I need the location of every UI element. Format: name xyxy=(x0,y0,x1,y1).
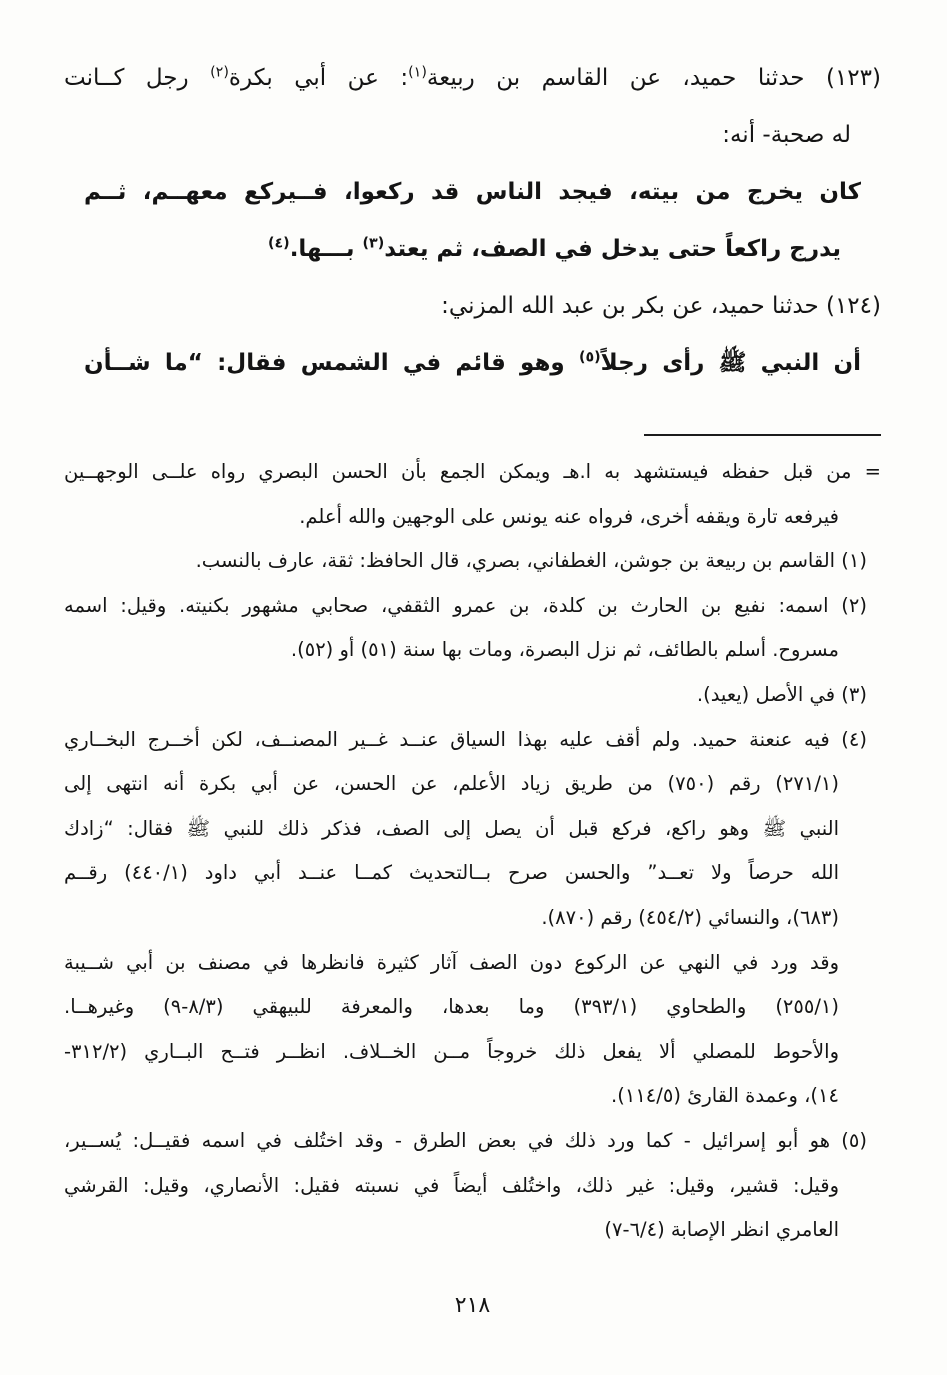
footnote-4-line-2: (٢٧١/١) رقم (٧٥٠) من طريق زياد الأعلم، عن الحسن، عن أبي بكرة أنه انتهى إلى xyxy=(64,772,839,796)
footnote-ref-3: (٣) xyxy=(362,235,385,252)
footnote-5-line-1: (٥) هو أبو إسرائيل - كما ورد ذلك في بعض الطرق - وقد اختُلف في اسمه فقيــل: يُســير، xyxy=(64,1128,867,1152)
footnote-4-line-8: والأحوط للمصلي ألا يفعل ذلك خروجاً مــن الخــلاف. انظــر فتــح البــاري (٣١٢/٢- xyxy=(64,1039,839,1063)
hadith-123-isnad-line-2: له صحبة- أنه: xyxy=(722,122,851,148)
hadith-124-matn xyxy=(64,335,881,392)
footnote-carryover-line-1: = من قبل حفظه فيستشهد به ا.هـ ويمكن الجمع بأن الحسن البصري رواه علــى الوجهــين xyxy=(64,460,881,483)
footnote-4-line-3: النبي ﷺ وهو راكع، فركع قبل أن يصل إلى الصف، فذكر ذلك للنبي ﷺ فقال: “زادك xyxy=(64,816,839,840)
footnotes-section xyxy=(64,450,881,1253)
footnote-4-line-9: ١٤)، وعمدة القارئ (١١٤/٥). xyxy=(611,1084,839,1108)
isnad-text: (١٢٣) حدثنا حميد، عن القاسم بن ربيعة xyxy=(426,65,881,91)
isnad-text: رجل كــانت xyxy=(64,65,211,91)
footnote-carryover-line-2: فيرفعه تارة ويقفه أخرى، فرواه عنه يونس على الوجهين والله أعلم. xyxy=(299,504,839,528)
hadith-123-matn-line-1: كان يخرج من بيته، فيجد الناس قد ركعوا، فــيركع معهــم، ثــم xyxy=(84,179,861,205)
matn-text: بـــها. xyxy=(289,236,363,262)
matn-text: يدرج راكعاً حتى يدخل في الصف، ثم يعتد xyxy=(384,236,841,262)
isnad-text: : عن أبي بكرة xyxy=(228,65,409,91)
footnote-ref-2: (٢) xyxy=(210,64,229,81)
footnote-4-line-6: وقد ورد في النهي عن الركوع دون الصف آثار كثيرة فانظرها في مصنف بن أبي شــيبة xyxy=(64,950,839,974)
footnote-4-line-1: (٤) فيه عنعنة حميد. ولم أقف عليه بهذا السياق عنــد غــير المصنــف، لكن أخــرج البخــاري xyxy=(64,727,867,751)
footnote-4-line-4: الله حرصاً ولا تعــد” والحسن صرح بــالتحديث كمــا عنــد أبي داود (٤٤٠/١) رقــم xyxy=(64,861,839,885)
hadith-124-isnad: (١٢٤) حدثنا حميد، عن بكر بن عبد الله المزني: xyxy=(441,293,881,319)
main-text xyxy=(64,50,881,392)
footnote-2-line-1: (٢) اسمه: نفيع بن الحارث بن كلدة، بن عمرو الثقفي، صحابي مشهور بكنيته. وقيل: اسمه xyxy=(64,593,867,617)
footnote-5-line-2: وقيل: قشير، وقيل: غير ذلك، واختُلف أيضاً في نسبته فقيل: الأنصاري، وقيل: القرشي xyxy=(64,1173,839,1197)
footnote-1: (١) القاسم بن ربيعة بن جوشن، الغطفاني، بصري، قال الحافظ: ثقة، عارف بالنسب. xyxy=(195,549,867,573)
hadith-123-matn-line-2 xyxy=(84,221,861,278)
footnote-2-line-2: مسروح. أسلم بالطائف، ثم نزل البصرة، ومات بها سنة (٥١) أو (٥٢). xyxy=(290,638,839,662)
hadith-123-isnad-line-1 xyxy=(64,50,881,107)
footnote-ref-4: (٤) xyxy=(267,235,290,252)
matn-text: أن النبي ﷺ رأى رجلاً xyxy=(600,350,861,376)
footnote-4-line-7: (٢٥٥/١) والطحاوي (٣٩٣/١) وما بعدها، والمعرفة للبيهقي (٨/٣-٩) وغيرهــا. xyxy=(64,995,839,1019)
hadith-123-matn xyxy=(64,164,881,278)
footnote-ref-5: (٥) xyxy=(578,349,601,366)
footnote-4-line-5: (٦٨٣)، والنسائي (٤٥٤/٢) رقم (٨٧٠). xyxy=(541,905,839,929)
footnote-5-line-3: العامري انظر الإصابة (٦/٤-٧) xyxy=(604,1218,839,1242)
hadith-124-matn-line-1 xyxy=(84,335,861,392)
footnote-ref-1: (١) xyxy=(408,64,427,81)
matn-text: وهو قائم في الشمس فقال: “ما شــأن xyxy=(84,350,579,376)
page-number: ٢١٨ xyxy=(454,1292,491,1318)
footnote-3: (٣) في الأصل (يعيد). xyxy=(696,682,867,706)
footnote-separator xyxy=(644,434,881,436)
